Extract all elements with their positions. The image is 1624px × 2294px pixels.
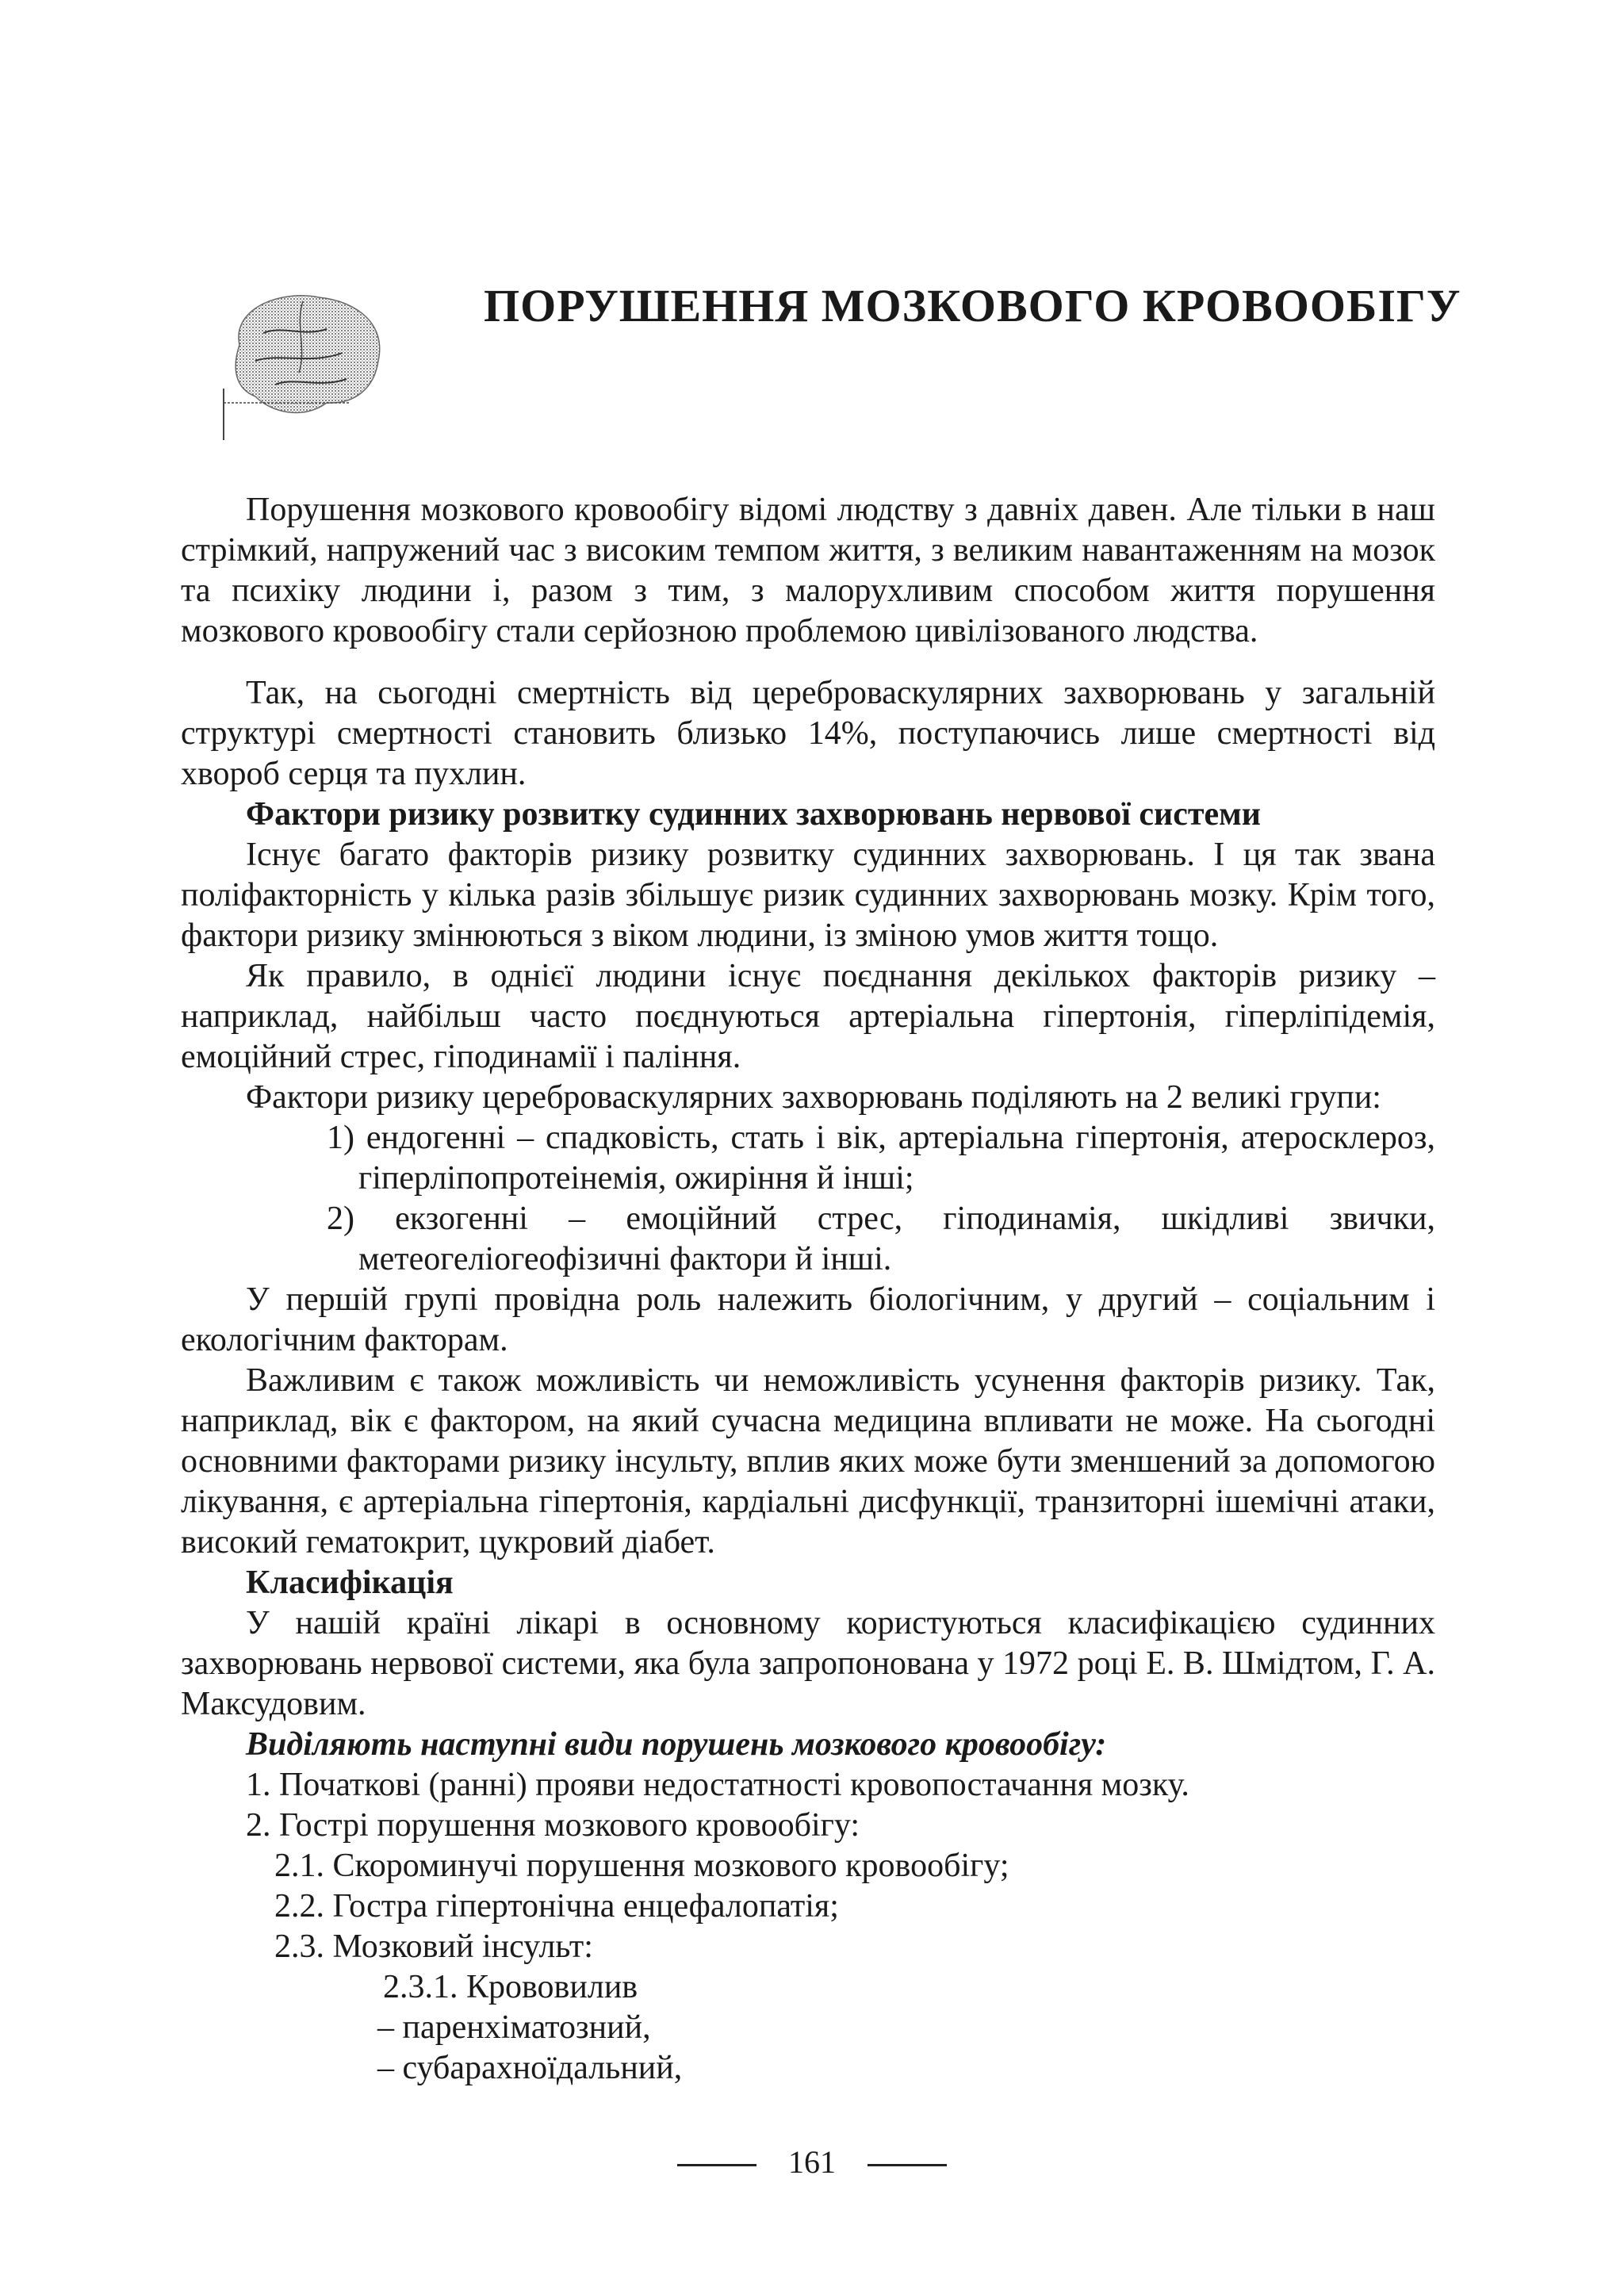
list-item-c21: 2.1. Скороминучі порушення мозкового кровообігу; bbox=[274, 1848, 1009, 1884]
list-item-c231: 2.3.1. Крововилив bbox=[383, 1969, 638, 2005]
paragraph-classification: У нашій країні лікарі в основному користуються класифікацією судинних захворювань нервової системи, яка була запропонована у 1972 році Е. В. Шмідтом, Г. А. Максудовим. bbox=[181, 1605, 1435, 1722]
paragraph-removal: Важливим є також можливість чи неможливість усунення факторів ризику. Так, наприклад, вік є фактором, на який сучасна медицина впливати не може. На сьогодні основними факторами ризику інсульту, вплив яких може бути зменшений за допомогою лікування, є артеріальна гіпертонія, кардіальні дисфункції, транзиторні ішемічні атаки, високий гематокрит, цукровий діабет. bbox=[181, 1362, 1435, 1561]
section-heading-classification: Класифікація bbox=[246, 1564, 454, 1601]
list-item-c231a: – паренхіматозний, bbox=[377, 2009, 651, 2046]
list-item-exogenous: 2) екзогенні – емоційний стрес, гіподинамія, шкідливі звички, метеогеліогеофізичні фактори й інші. bbox=[327, 1201, 1435, 1277]
paragraph-intro: Порушення мозкового кровообігу відомі людству з давніх давен. Але тільки в наш стрімкий, напружений час з високим темпом життя, з великим навантаженням на мозок та психіку людини і, разом з тим, з малорухливим способом життя порушення мозкового кровообігу стали серйозною проблемою цивілізованого людства. bbox=[181, 492, 1435, 649]
section-heading-risk-factors: Фактори ризику розвитку судинних захворювань нервової системи bbox=[246, 796, 1261, 833]
list-item-c2: 2. Гострі порушення мозкового кровообігу: bbox=[246, 1807, 860, 1844]
paragraph-group-roles: У першій групі провідна роль належить біологічним, у другий – соціальним і екологічним факторам. bbox=[181, 1281, 1435, 1358]
page-title: ПОРУШЕННЯ МОЗКОВОГО КРОВООБІГУ bbox=[484, 280, 1461, 331]
list-item-endogenous: 1) ендогенні – спадковість, стать і вік, артеріальна гіпертонія, атеросклероз, гіперліпопротеінемія, ожиріння й інші; bbox=[327, 1120, 1435, 1197]
list-item-c1: 1. Початкові (ранні) прояви недостатності кровопостачання мозку. bbox=[246, 1767, 1189, 1803]
page-footer bbox=[0, 2143, 1624, 2181]
section-heading-types: Виділяють наступні види порушень мозкового кровообігу: bbox=[246, 1726, 1107, 1763]
paragraph-groups: Фактори ризику цереброваскулярних захворювань поділяють на 2 великі групи: bbox=[246, 1079, 1381, 1116]
footer-rule-left bbox=[677, 2164, 756, 2166]
paragraph-risk-factors: Існує багато факторів ризику розвитку судинних захворювань. І ця так звана поліфакторність у кілька разів збільшує ризик судинних захворювань мозку. Крім того, фактори ризику змінюються з віком людини, із зміною умов життя тощо. bbox=[181, 837, 1435, 954]
page-number: 161 bbox=[788, 2144, 836, 2180]
list-item-c22: 2.2. Гостра гіпертонічна енцефалопатія; bbox=[274, 1888, 839, 1924]
main-text bbox=[181, 490, 1435, 2089]
footer-rule-right bbox=[868, 2164, 947, 2166]
paragraph-mortality: Так, на сьогодні смертність від цереброваскулярних захворювань у загальній структурі смертності становить близько 14%, поступаючись лише смертності від хвороб серця та пухлин. bbox=[181, 675, 1435, 792]
list-item-c23: 2.3. Мозковий інсульт: bbox=[274, 1928, 593, 1965]
brain-illustration-icon bbox=[208, 270, 394, 440]
paragraph-combination: Як правило, в однієї людини існує поєднання декількох факторів ризику – наприклад, найбільш часто поєднуються артеріальна гіпертонія, гіперліпідемія, емоційний стрес, гіподинамії і паління. bbox=[181, 958, 1435, 1075]
list-item-c231b: – субарахноїдальний, bbox=[377, 2050, 683, 2086]
